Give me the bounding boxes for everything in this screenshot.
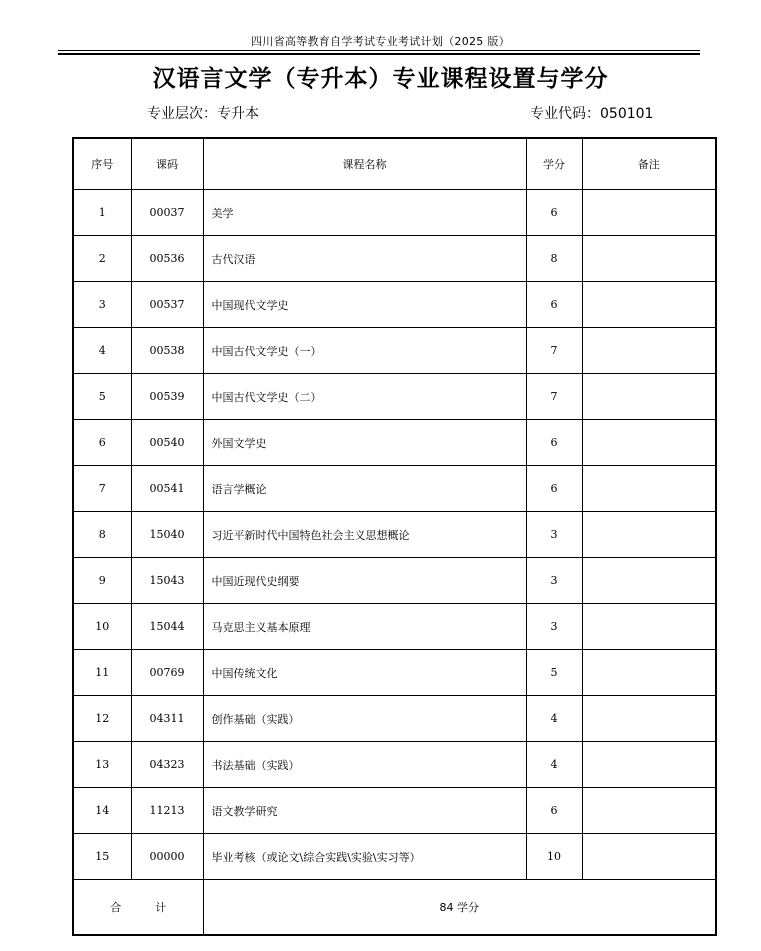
cell-credit: 5 <box>526 650 582 696</box>
cell-code: 00538 <box>131 328 203 374</box>
cell-remark <box>582 558 716 604</box>
cell-seq: 4 <box>73 328 131 374</box>
table-header-row <box>73 138 716 190</box>
cell-seq: 14 <box>73 788 131 834</box>
cell-seq: 7 <box>73 466 131 512</box>
table-row <box>73 282 716 328</box>
cell-code: 04311 <box>131 696 203 742</box>
cell-course-name: 中国古代文学史（一） <box>203 328 526 374</box>
cell-code: 00539 <box>131 374 203 420</box>
header-rule-thin <box>58 50 700 51</box>
cell-seq: 11 <box>73 650 131 696</box>
cell-credit: 7 <box>526 328 582 374</box>
cell-course-name: 中国古代文学史（二） <box>203 374 526 420</box>
cell-seq: 12 <box>73 696 131 742</box>
cell-remark <box>582 420 716 466</box>
cell-remark <box>582 742 716 788</box>
cell-remark <box>582 328 716 374</box>
table-row <box>73 742 716 788</box>
cell-credit: 6 <box>526 420 582 466</box>
cell-course-name: 中国现代文学史 <box>203 282 526 328</box>
table-row <box>73 650 716 696</box>
header-remark: 备注 <box>582 138 716 190</box>
table-row <box>73 374 716 420</box>
cell-credit: 6 <box>526 788 582 834</box>
cell-seq: 1 <box>73 190 131 236</box>
table-row <box>73 512 716 558</box>
header-seq: 序号 <box>73 138 131 190</box>
major-level: 专业层次：专升本 <box>147 106 259 122</box>
cell-remark <box>582 788 716 834</box>
header-name: 课程名称 <box>203 138 526 190</box>
table-row <box>73 604 716 650</box>
table-row <box>73 328 716 374</box>
cell-course-name: 习近平新时代中国特色社会主义思想概论 <box>203 512 526 558</box>
cell-code: 00540 <box>131 420 203 466</box>
table-row <box>73 466 716 512</box>
table-row <box>73 190 716 236</box>
cell-course-name: 毕业考核（或论文\综合实践\实验\实习等） <box>203 834 526 880</box>
table-row <box>73 420 716 466</box>
cell-credit: 6 <box>526 466 582 512</box>
cell-credit: 4 <box>526 742 582 788</box>
cell-seq: 9 <box>73 558 131 604</box>
table-row <box>73 788 716 834</box>
cell-course-name: 马克思主义基本原理 <box>203 604 526 650</box>
cell-code: 00769 <box>131 650 203 696</box>
cell-credit: 10 <box>526 834 582 880</box>
cell-course-name: 语文教学研究 <box>203 788 526 834</box>
cell-seq: 13 <box>73 742 131 788</box>
cell-seq: 10 <box>73 604 131 650</box>
cell-course-name: 创作基础（实践） <box>203 696 526 742</box>
cell-remark <box>582 604 716 650</box>
document-title: 汉语言文学（专升本）专业课程设置与学分 <box>152 66 609 92</box>
running-header: 四川省高等教育自学考试专业考试计划（2025 版） <box>251 35 510 48</box>
cell-credit: 7 <box>526 374 582 420</box>
cell-seq: 5 <box>73 374 131 420</box>
total-label <box>73 880 203 936</box>
header-code: 课码 <box>131 138 203 190</box>
header-rule-thick <box>58 53 700 55</box>
cell-code: 00537 <box>131 282 203 328</box>
cell-code: 00536 <box>131 236 203 282</box>
cell-remark <box>582 190 716 236</box>
cell-code: 00541 <box>131 466 203 512</box>
cell-code: 15044 <box>131 604 203 650</box>
cell-seq: 2 <box>73 236 131 282</box>
cell-seq: 8 <box>73 512 131 558</box>
cell-code: 15040 <box>131 512 203 558</box>
course-rows <box>73 190 716 880</box>
cell-code: 15043 <box>131 558 203 604</box>
cell-course-name: 中国传统文化 <box>203 650 526 696</box>
cell-seq: 15 <box>73 834 131 880</box>
cell-credit: 4 <box>526 696 582 742</box>
cell-code: 00037 <box>131 190 203 236</box>
cell-course-name: 书法基础（实践） <box>203 742 526 788</box>
cell-credit: 8 <box>526 236 582 282</box>
cell-remark <box>582 834 716 880</box>
cell-remark <box>582 282 716 328</box>
total-row <box>73 880 716 936</box>
total-label-b: 计 <box>155 901 167 914</box>
cell-course-name: 中国近现代史纲要 <box>203 558 526 604</box>
cell-course-name: 古代汉语 <box>203 236 526 282</box>
course-table <box>72 137 717 936</box>
header-credit: 学分 <box>526 138 582 190</box>
cell-remark <box>582 374 716 420</box>
table-row <box>73 696 716 742</box>
cell-credit: 3 <box>526 604 582 650</box>
cell-course-name: 外国文学史 <box>203 420 526 466</box>
cell-seq: 6 <box>73 420 131 466</box>
cell-credit: 3 <box>526 558 582 604</box>
cell-seq: 3 <box>73 282 131 328</box>
cell-code: 00000 <box>131 834 203 880</box>
cell-course-name: 美学 <box>203 190 526 236</box>
cell-credit: 6 <box>526 190 582 236</box>
table-row <box>73 558 716 604</box>
cell-code: 04323 <box>131 742 203 788</box>
table-row <box>73 236 716 282</box>
cell-credit: 6 <box>526 282 582 328</box>
cell-remark <box>582 466 716 512</box>
major-code: 专业代码：050101 <box>530 106 654 122</box>
cell-course-name: 语言学概论 <box>203 466 526 512</box>
total-label-a: 合 <box>110 901 122 914</box>
cell-remark <box>582 696 716 742</box>
cell-remark <box>582 236 716 282</box>
table-row <box>73 834 716 880</box>
cell-credit: 3 <box>526 512 582 558</box>
cell-remark <box>582 512 716 558</box>
total-value: 84 学分 <box>203 880 716 936</box>
cell-remark <box>582 650 716 696</box>
cell-code: 11213 <box>131 788 203 834</box>
